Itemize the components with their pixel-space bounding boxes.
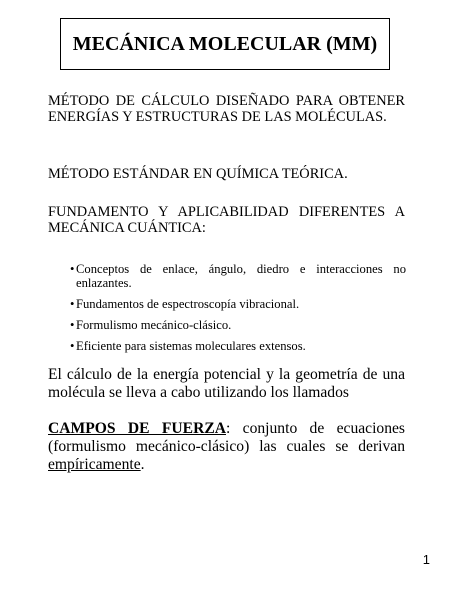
title-box bbox=[60, 18, 390, 70]
paragraph-force-fields-text bbox=[48, 420, 405, 474]
bullet-item bbox=[70, 339, 406, 353]
bullet-list bbox=[70, 262, 406, 360]
bullet-text: Fundamentos de espectroscopía vibracional. bbox=[76, 297, 300, 311]
force-fields-text: conjunto de ecuaciones (formulismo mecánico-clásico) las cuales se derivan bbox=[48, 420, 406, 455]
bullet-text: Eficiente para sistemas moleculares extensos. bbox=[76, 339, 306, 353]
paragraph-standard bbox=[48, 166, 405, 182]
bullet-icon: • bbox=[70, 262, 75, 276]
paragraph-force-fields bbox=[48, 420, 405, 474]
paragraph-energy bbox=[48, 366, 405, 402]
paragraph-foundation bbox=[48, 204, 405, 236]
bullet-text: Formulismo mecánico-clásico. bbox=[76, 318, 232, 332]
bullet-icon: • bbox=[70, 297, 75, 311]
bullet-item bbox=[70, 262, 406, 290]
paragraph-standard-text: MÉTODO ESTÁNDAR EN QUÍMICA TEÓRICA. bbox=[48, 166, 348, 182]
force-fields-term: CAMPOS DE FUERZA bbox=[48, 420, 226, 437]
empirically-word: empíricamente bbox=[48, 456, 141, 473]
bullet-icon: • bbox=[70, 339, 75, 353]
paragraph-energy-text: El cálculo de la energía potencial y la geometría de una molécula se lleva a cabo utilizando los llamados bbox=[48, 366, 405, 401]
force-fields-end: . bbox=[140, 456, 145, 473]
paragraph-foundation-text: FUNDAMENTO Y APLICABILIDAD DIFERENTES A MECÁNICA CUÁNTICA: bbox=[48, 204, 405, 236]
bullet-item bbox=[70, 297, 406, 311]
paragraph-method-text: MÉTODO DE CÁLCULO DISEÑADO PARA OBTENER ENERGÍAS Y ESTRUCTURAS DE LAS MOLÉCULAS. bbox=[48, 93, 405, 125]
bullet-text: Conceptos de enlace, ángulo, diedro e interacciones no enlazantes. bbox=[76, 262, 406, 290]
force-fields-separator: : bbox=[226, 420, 231, 437]
paragraph-method bbox=[48, 93, 405, 125]
bullet-item bbox=[70, 318, 406, 332]
bullet-icon: • bbox=[70, 318, 75, 332]
page-title: MECÁNICA MOLECULAR (MM) bbox=[72, 32, 378, 55]
page-number: 1 bbox=[422, 552, 430, 567]
